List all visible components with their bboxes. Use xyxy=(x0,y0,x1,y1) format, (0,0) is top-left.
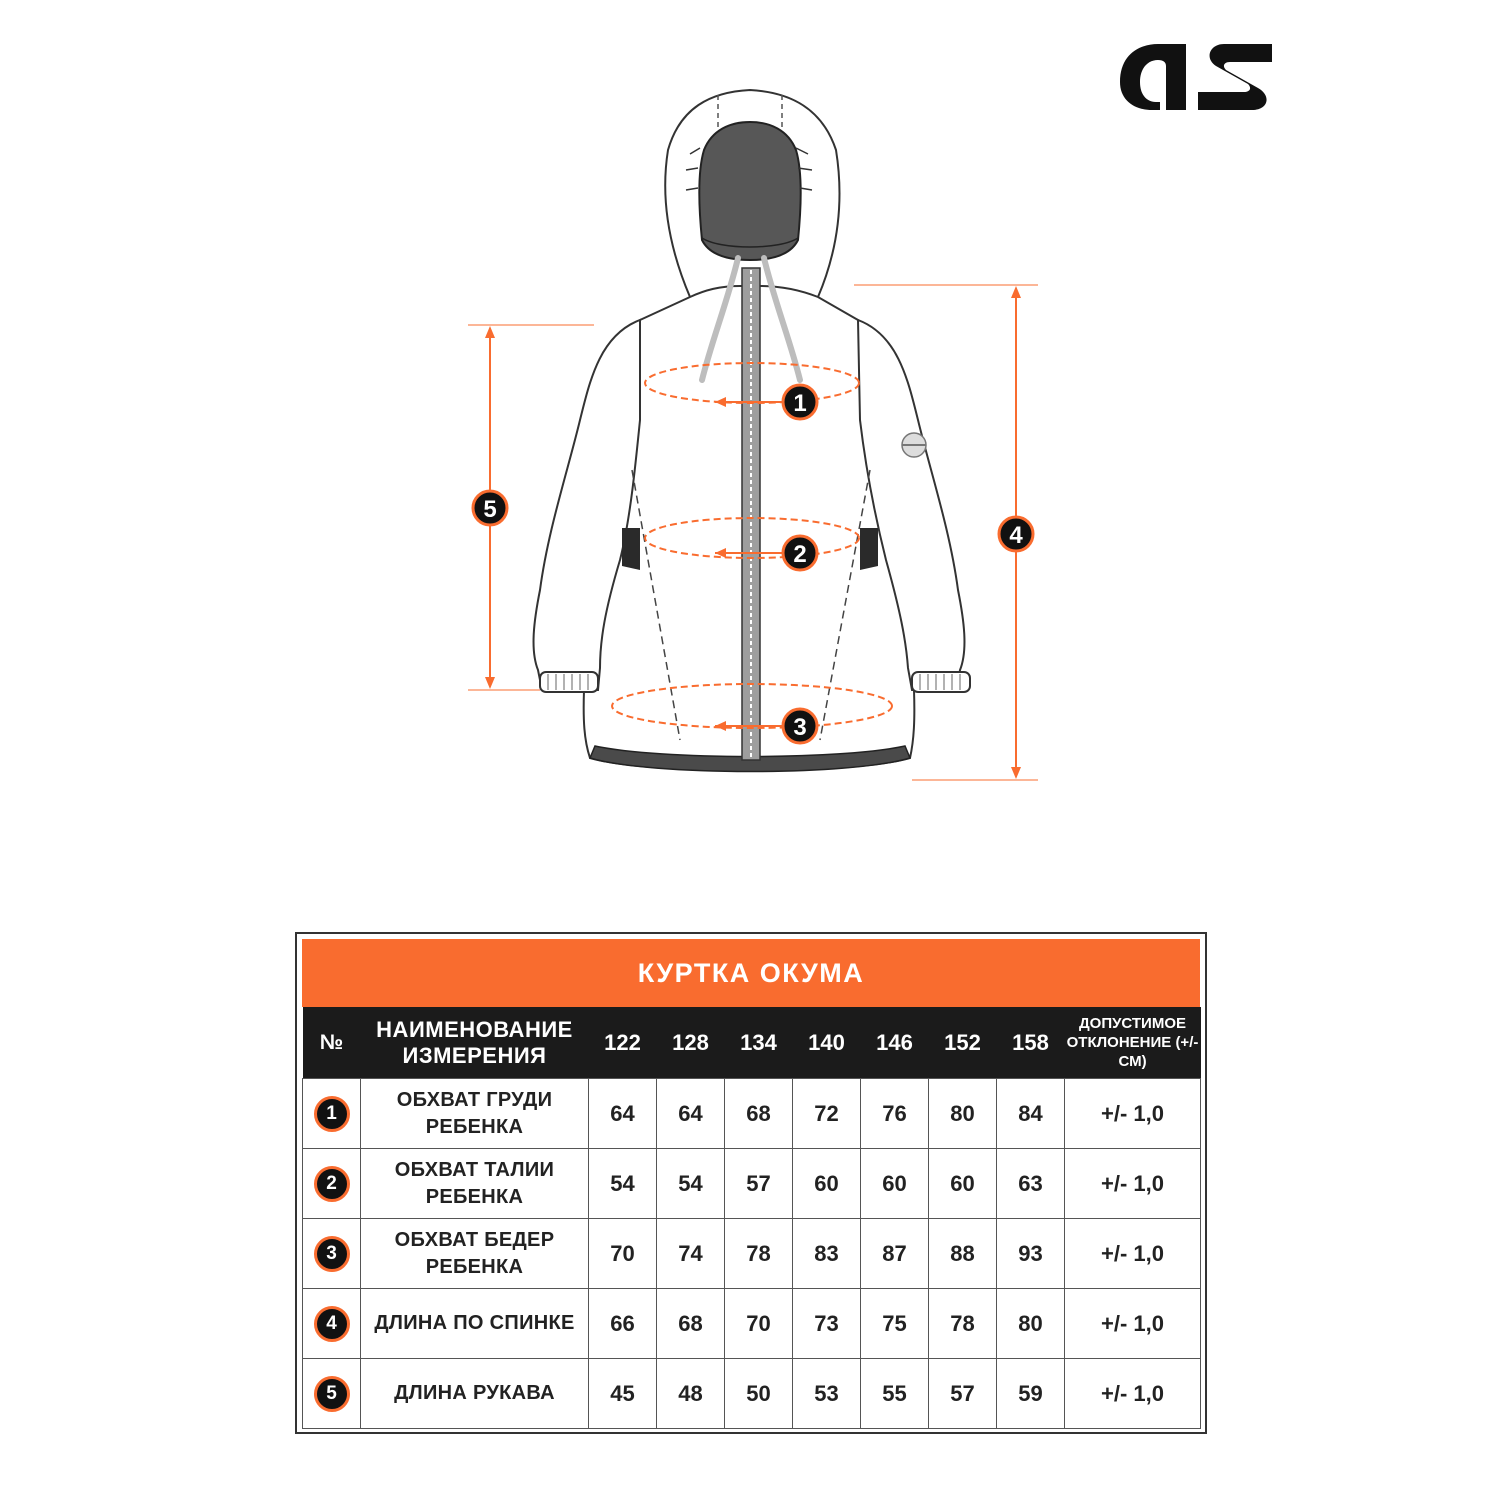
tolerance-value: +/- 1,0 xyxy=(1065,1219,1201,1289)
header-name: НАИМЕНОВАНИЕ ИЗМЕРЕНИЯ xyxy=(361,1007,589,1079)
size-chart-table xyxy=(302,1007,1201,1429)
header-size: 140 xyxy=(793,1007,861,1079)
size-value: 59 xyxy=(997,1359,1065,1429)
header-size: 146 xyxy=(861,1007,929,1079)
header-num: № xyxy=(303,1007,361,1079)
size-value: 76 xyxy=(861,1079,929,1149)
marker-4 xyxy=(999,517,1033,551)
svg-text:2: 2 xyxy=(793,541,807,568)
table-row xyxy=(303,1289,1201,1359)
measurement-name: ОБХВАТ ТАЛИИ РЕБЕНКА xyxy=(361,1149,589,1219)
header-size: 152 xyxy=(929,1007,997,1079)
row-number-cell xyxy=(303,1219,361,1289)
header-size: 134 xyxy=(725,1007,793,1079)
row-badge: 5 xyxy=(314,1376,350,1412)
measurement-name: ОБХВАТ ГРУДИ РЕБЕНКА xyxy=(361,1079,589,1149)
size-value: 83 xyxy=(793,1219,861,1289)
size-value: 64 xyxy=(589,1079,657,1149)
svg-text:1: 1 xyxy=(793,390,807,417)
size-value: 93 xyxy=(997,1219,1065,1289)
tolerance-value: +/- 1,0 xyxy=(1065,1289,1201,1359)
marker-3 xyxy=(783,709,817,743)
size-value: 60 xyxy=(793,1149,861,1219)
size-value: 68 xyxy=(725,1079,793,1149)
row-badge: 3 xyxy=(314,1236,350,1272)
row-number-cell xyxy=(303,1289,361,1359)
row-number-cell xyxy=(303,1079,361,1149)
size-table xyxy=(295,932,1207,1434)
table-row xyxy=(303,1149,1201,1219)
size-value: 53 xyxy=(793,1359,861,1429)
size-value: 55 xyxy=(861,1359,929,1429)
tolerance-value: +/- 1,0 xyxy=(1065,1149,1201,1219)
size-value: 45 xyxy=(589,1359,657,1429)
size-value: 57 xyxy=(725,1149,793,1219)
size-value: 57 xyxy=(929,1359,997,1429)
size-value: 54 xyxy=(589,1149,657,1219)
size-value: 48 xyxy=(657,1359,725,1429)
table-row xyxy=(303,1359,1201,1429)
size-value: 54 xyxy=(657,1149,725,1219)
table-title: КУРТКА ОКУМА xyxy=(302,939,1200,1007)
hood-lining xyxy=(699,122,801,260)
size-value: 84 xyxy=(997,1079,1065,1149)
size-value: 70 xyxy=(589,1219,657,1289)
header-size: 122 xyxy=(589,1007,657,1079)
tolerance-value: +/- 1,0 xyxy=(1065,1079,1201,1149)
header-tolerance: ДОПУСТИМОЕ ОТКЛОНЕНИЕ (+/-СМ) xyxy=(1065,1007,1201,1079)
table-row xyxy=(303,1219,1201,1289)
svg-text:5: 5 xyxy=(483,496,497,523)
size-value: 80 xyxy=(929,1079,997,1149)
row-badge: 4 xyxy=(314,1306,350,1342)
size-value: 63 xyxy=(997,1149,1065,1219)
svg-text:4: 4 xyxy=(1009,522,1023,549)
size-value: 73 xyxy=(793,1289,861,1359)
header-size: 158 xyxy=(997,1007,1065,1079)
size-value: 68 xyxy=(657,1289,725,1359)
size-value: 74 xyxy=(657,1219,725,1289)
measurement-name: ДЛИНА ПО СПИНКЕ xyxy=(361,1289,589,1359)
marker-1 xyxy=(783,385,817,419)
size-value: 66 xyxy=(589,1289,657,1359)
header-size: 128 xyxy=(657,1007,725,1079)
size-value: 50 xyxy=(725,1359,793,1429)
row-number-cell xyxy=(303,1359,361,1429)
tolerance-value: +/- 1,0 xyxy=(1065,1359,1201,1429)
measurement-name: ОБХВАТ БЕДЕР РЕБЕНКА xyxy=(361,1219,589,1289)
header-row xyxy=(303,1007,1201,1079)
size-value: 78 xyxy=(725,1219,793,1289)
size-value: 88 xyxy=(929,1219,997,1289)
size-value: 75 xyxy=(861,1289,929,1359)
size-value: 60 xyxy=(861,1149,929,1219)
svg-text:3: 3 xyxy=(793,714,807,741)
measurement-name: ДЛИНА РУКАВА xyxy=(361,1359,589,1429)
marker-2 xyxy=(783,536,817,570)
size-value: 64 xyxy=(657,1079,725,1149)
size-value: 87 xyxy=(861,1219,929,1289)
row-number-cell xyxy=(303,1149,361,1219)
size-value: 60 xyxy=(929,1149,997,1219)
size-value: 70 xyxy=(725,1289,793,1359)
row-badge: 2 xyxy=(314,1166,350,1202)
size-value: 80 xyxy=(997,1289,1065,1359)
row-badge: 1 xyxy=(314,1096,350,1132)
size-value: 78 xyxy=(929,1289,997,1359)
size-value: 72 xyxy=(793,1079,861,1149)
marker-5 xyxy=(473,491,507,525)
table-row xyxy=(303,1079,1201,1149)
